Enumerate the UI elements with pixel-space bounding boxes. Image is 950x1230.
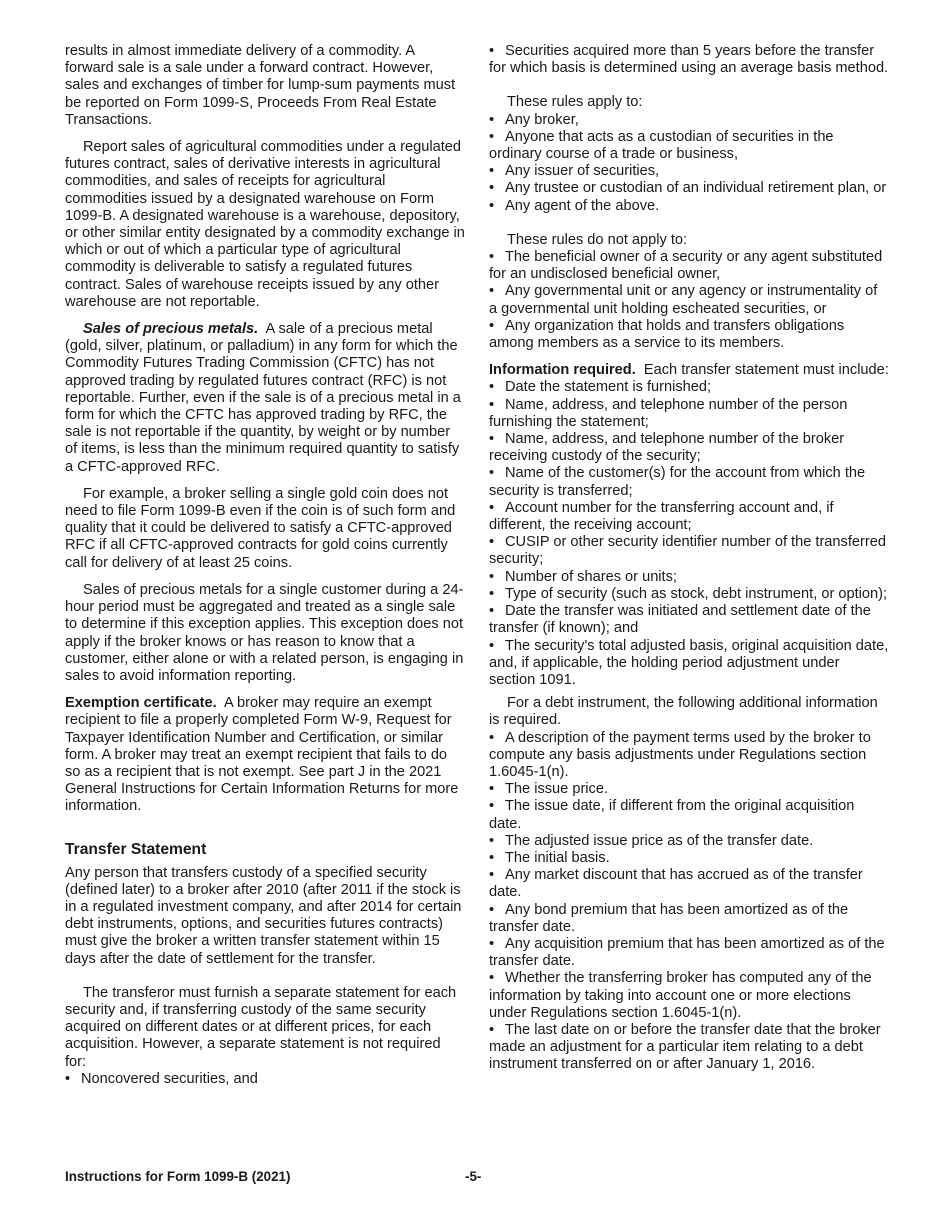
list-item: • The issue date, if different from the original acquisition date.: [489, 798, 855, 832]
list-item: • The security's total adjusted basis, original acquisition date, and, if applicable, the holding period adjustment under section 1091.: [489, 637, 889, 688]
list-item: • Anyone that acts as a custodian of securities in the ordinary course of a trade or business,: [489, 128, 834, 163]
bullet-icon: •: [489, 534, 495, 551]
bullet-icon: •: [489, 637, 495, 654]
list-item: • Name, address, and telephone number of the broker receiving custody of the security;: [489, 431, 845, 465]
bullet-icon: •: [489, 901, 495, 918]
paragraph-aggregation: Sales of precious metals for a single customer during a 24-hour period must be aggregated and treated as a single sale to determine if this exception applies. This exception does not apply if the broker knows or has reason to know that a customer, either alone or with a related person, is engaging in sales to avoid information reporting.: [65, 581, 464, 684]
bullet-icon: •: [489, 781, 495, 798]
bullet-icon: •: [489, 970, 495, 987]
list-item: • The adjusted issue price as of the transfer date.: [489, 832, 814, 849]
notapply-intro: These rules do not apply to:: [507, 231, 688, 248]
list-item: • The initial basis.: [489, 849, 610, 866]
bullet-icon: •: [489, 568, 495, 585]
list-item: • CUSIP or other security identifier number of the transferred security;: [489, 534, 886, 568]
bullet-icon: •: [489, 867, 495, 884]
precious-metals-text: A sale of a precious metal (gold, silver, platinum, or palladium) in any form for which the Commodity Futures Trading Commission (CFTC) has not approved trading by regulated futures contract (RFC) is not reportable. Further, even if the sale is of a precious metal in a form for which the CFTC has approved trading by RFC, the sale is not reportable if the quantity, by weight or by number of items, is less than the minimum required quantity to satisfy a CFTC-approved RFC.: [65, 321, 461, 475]
paragraph-agricultural: Report sales of agricultural commodities under a regulated futures contract, sales of derivative interests in agricultural commodities, and sales of receipts for agricultural commodities issued by a designated warehouse on Form 1099-B. A designated warehouse is a warehouse, depository, or other similar entity designated by a commodity exchange in which or out of which a particular type of agricultural commodity is deliverable to satisfy a regulated futures contract. Sales of warehouse receipts issued by any other warehouse are not reportable.: [65, 139, 465, 310]
list-item: • Any trustee or custodian of an individual retirement plan, or: [489, 180, 887, 197]
bullet-icon: •: [489, 849, 495, 866]
bullet-icon: •: [65, 1070, 71, 1087]
list-item: • A description of the payment terms used by the broker to compute any basis adjustments under Regulations section 1.6045-1(n).: [489, 729, 871, 780]
apply-intro: These rules apply to:: [507, 94, 643, 111]
list-item: • Date the transfer was initiated and settlement date of the transfer (if known); and: [489, 603, 871, 637]
list-rules-apply: [489, 112, 889, 215]
bullet-icon: •: [489, 585, 495, 602]
list-item: • Any issuer of securities,: [489, 163, 660, 180]
list-item: • Number of shares or units;: [489, 568, 677, 585]
list-item: • The issue price.: [489, 781, 609, 798]
list-item: • Securities acquired more than 5 years before the transfer for which basis is determined using an average basis method.: [489, 43, 889, 77]
list-item: • Type of security (such as stock, debt instrument, or option);: [489, 585, 888, 602]
bullet-icon: •: [489, 180, 495, 197]
list-item: • The last date on or before the transfer date that the broker made an adjustment for a particular item relating to a debt instrument transferred on or after January 1, 2016.: [489, 1021, 881, 1073]
right-column: [489, 43, 889, 1074]
bullet-icon: •: [489, 128, 495, 145]
bullet-icon: •: [489, 249, 495, 266]
heading-information-required: Information required.: [489, 362, 636, 379]
paragraph-forward-sale: results in almost immediate delivery of a commodity. A forward sale is a sale under a forward contract. However, sales and exchanges of timber for lump-sum payments must be reported on Form 1099-S, Proceeds From Real Estate Transactions.: [65, 43, 456, 128]
list-not-required: [65, 1071, 465, 1088]
paragraph-precious-metals: [65, 321, 465, 476]
bullet-icon: •: [489, 465, 495, 482]
list-item: • Any market discount that has accrued as of the transfer date.: [489, 867, 863, 901]
list-rules-not-apply: [489, 249, 889, 352]
bullet-icon: •: [489, 396, 495, 413]
left-column: [65, 43, 465, 1088]
bullet-icon: •: [489, 603, 495, 620]
section-title-transfer-statement: Transfer Statement: [65, 840, 207, 858]
list-information-required: [489, 379, 889, 689]
bullet-icon: •: [489, 379, 495, 396]
list-item: • Date the statement is furnished;: [489, 379, 712, 396]
paragraph-example: For example, a broker selling a single gold coin does not need to file Form 1099-B even if the coin is of such form and quality that it could be delivered to satisfy a CFTC-approved RFC if all CFTC-approved contracts for gold coins currently call for delivery of at least 25 coins.: [65, 485, 456, 571]
list-item: • Whether the transferring broker has computed any of the information by taking into account one or more elections under Regulations section 1.6045-1(n).: [489, 970, 872, 1021]
bullet-icon: •: [489, 1021, 495, 1038]
paragraph-transfer-2: The transferor must furnish a separate statement for each security and, if transferring custody of the same security acquired on different dates or at different prices, for each acquisition. However, a separate statement is not required for:: [65, 984, 457, 1070]
footer-form-title: Instructions for Form 1099-B (2021): [65, 1169, 291, 1184]
information-required-text: Each transfer statement must include:: [643, 362, 889, 379]
bullet-icon: •: [489, 111, 495, 128]
list-item: • Noncovered securities, and: [65, 1070, 258, 1087]
list-item: • Account number for the transferring account and, if different, the receiving account;: [489, 499, 834, 534]
list-item: • Any governmental unit or any agency or instrumentality of a governmental unit holding escheated securities, or: [489, 283, 878, 317]
list-item: • Any organization that holds and transfers obligations among members as a service to its members.: [489, 317, 845, 352]
bullet-icon: •: [489, 798, 495, 815]
list-item: • Name, address, and telephone number of the person furnishing the statement;: [489, 396, 848, 430]
heading-exemption-certificate: Exemption certificate.: [65, 695, 217, 712]
exemption-text: A broker may require an exempt recipient to file a properly completed Form W-9, Request for Taxpayer Identification Number and Certification, or similar form. A broker may treat an exempt recipient that fails to do so as a recipient that is not exempt. See part J in the 2021 General Instructions for Certain Information Returns for more information.: [65, 695, 459, 815]
paragraph-exemption: [65, 695, 465, 815]
bullet-icon: •: [489, 729, 495, 746]
bullet-icon: •: [489, 431, 495, 448]
bullet-icon: •: [489, 935, 495, 952]
list-item: • Any agent of the above.: [489, 197, 660, 214]
bullet-icon: •: [489, 197, 495, 214]
list-item: • Any bond premium that has been amortized as of the transfer date.: [489, 901, 849, 935]
bullet-icon: •: [489, 283, 495, 300]
debt-intro: For a debt instrument, the following additional information is required.: [489, 695, 878, 729]
list-item: • Any acquisition premium that has been amortized as of the transfer date.: [489, 935, 885, 970]
list-item: • The beneficial owner of a security or any agent substituted for an undisclosed beneficial owner,: [489, 249, 883, 283]
page-number: -5-: [465, 1169, 482, 1184]
list-item: • Name of the customer(s) for the account from which the security is transferred;: [489, 465, 866, 499]
list-item: • Any broker,: [489, 111, 579, 128]
list-debt-instrument: [489, 730, 889, 1074]
heading-precious-metals: Sales of precious metals.: [83, 321, 259, 338]
page-footer: [65, 1168, 889, 1185]
list-not-required-cont: [489, 43, 889, 77]
bullet-icon: •: [489, 317, 495, 334]
paragraph-transfer-1: Any person that transfers custody of a specified security (defined later) to a broker after 2010 (after 2011 if the stock is in a regulated investment company, and after 2014 for certain debt instruments, options, and securities futures contracts) must give the broker a written transfer statement within 15 days after the date of settlement for the transfer.: [65, 864, 462, 967]
bullet-icon: •: [489, 499, 495, 516]
bullet-icon: •: [489, 832, 495, 849]
bullet-icon: •: [489, 43, 495, 59]
paragraph-information-required: [489, 362, 889, 379]
bullet-icon: •: [489, 163, 495, 180]
